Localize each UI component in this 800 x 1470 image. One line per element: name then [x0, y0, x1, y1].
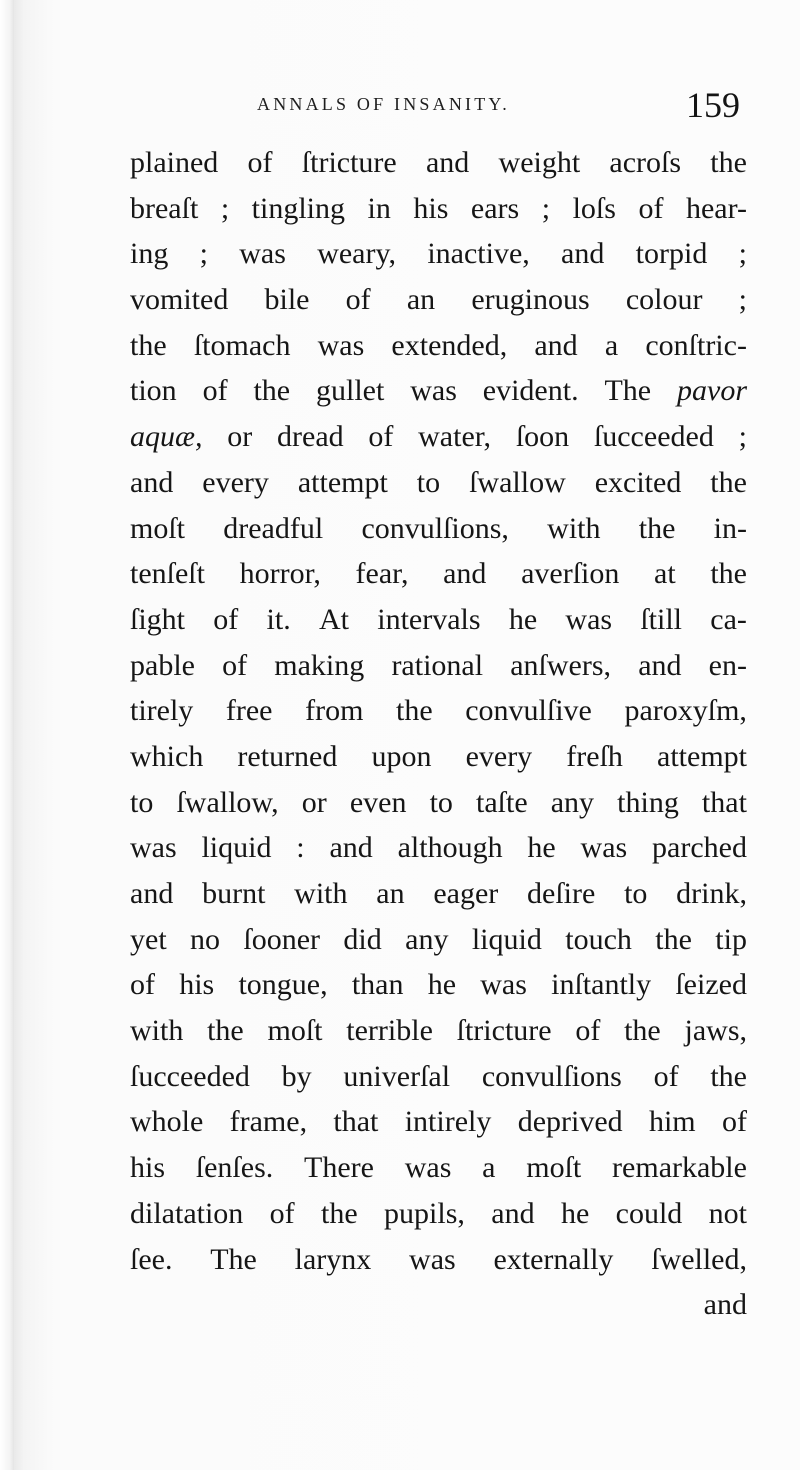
- word: inſtantly: [551, 968, 652, 1002]
- word: frame,: [229, 1105, 308, 1139]
- text-line: [130, 506, 747, 552]
- word: dread: [277, 420, 344, 454]
- word: water,: [418, 420, 492, 454]
- word: was: [130, 831, 177, 865]
- word: him: [648, 1105, 696, 1139]
- word: whole: [130, 1105, 204, 1139]
- word: of: [721, 1105, 747, 1139]
- word: or: [227, 420, 253, 454]
- word: ſeized: [675, 968, 747, 1002]
- word: ſee.: [130, 1242, 173, 1276]
- word: free: [225, 694, 273, 728]
- word: any: [405, 922, 449, 956]
- word: the: [321, 1196, 358, 1230]
- text-line: [130, 643, 747, 689]
- word: no: [190, 922, 221, 956]
- text-line: [130, 1099, 747, 1145]
- word: moſt: [267, 1014, 323, 1048]
- page-edge: [0, 0, 14, 1470]
- text-line: [130, 186, 747, 232]
- word: conſtric-: [645, 328, 747, 362]
- word: and: [491, 1196, 535, 1230]
- word: anſwers,: [510, 648, 612, 682]
- word: intervals: [377, 602, 481, 636]
- word: inactive,: [427, 237, 530, 271]
- word: The: [210, 1242, 257, 1276]
- word: his: [130, 1151, 166, 1185]
- word: ſtill: [640, 602, 683, 636]
- word: to: [429, 785, 453, 819]
- word: and: [638, 648, 682, 682]
- word: the: [130, 328, 167, 362]
- text-line: [130, 825, 747, 871]
- word: jaws,: [684, 1014, 747, 1048]
- word: of: [575, 1014, 601, 1048]
- word: en-: [708, 648, 747, 682]
- word: making: [274, 648, 365, 682]
- word: of: [213, 602, 239, 636]
- word: with: [547, 511, 601, 545]
- word: from: [305, 694, 364, 728]
- word: that: [333, 1105, 379, 1139]
- word: he: [508, 602, 538, 636]
- word: by: [281, 1059, 312, 1093]
- word: tingling: [251, 191, 346, 225]
- word: horror,: [239, 557, 321, 591]
- word: thing: [617, 785, 679, 819]
- running-title: ANNALS OF INSANITY.: [257, 94, 510, 114]
- catchword: and: [703, 1288, 747, 1322]
- text-line: [130, 597, 747, 643]
- word: an: [406, 283, 436, 317]
- word: :: [296, 831, 305, 865]
- word: liquid: [471, 922, 542, 956]
- word: the: [253, 374, 291, 408]
- word: ſucceeded: [593, 420, 714, 454]
- word: aquæ,: [130, 420, 203, 454]
- word: ;: [199, 237, 208, 271]
- word: not: [708, 1196, 747, 1230]
- word: plained: [130, 146, 219, 179]
- word: convulſions: [481, 1059, 622, 1093]
- word: ſtricture: [301, 146, 397, 179]
- word: and: [130, 465, 174, 499]
- word: ſight: [130, 602, 186, 636]
- text-line: [130, 460, 747, 506]
- text-line: [130, 734, 747, 780]
- word: he: [427, 968, 457, 1002]
- word: of: [247, 146, 273, 179]
- word: a: [604, 328, 619, 362]
- word: was: [409, 1242, 456, 1276]
- word: and: [443, 557, 487, 591]
- word: burnt: [202, 877, 266, 910]
- word: to: [416, 465, 441, 499]
- word: touch: [565, 922, 632, 956]
- word: acroſs: [609, 146, 682, 179]
- word: convulſive: [465, 694, 592, 728]
- word: the: [638, 511, 676, 545]
- text-line: [130, 368, 747, 414]
- word: ears: [470, 191, 520, 225]
- word: and: [130, 877, 174, 910]
- word: moſt: [130, 511, 186, 545]
- word: in-: [713, 511, 747, 545]
- word: ing: [130, 237, 169, 271]
- word: tion: [130, 374, 177, 408]
- word: with: [130, 1014, 184, 1048]
- word: the: [655, 922, 692, 956]
- word: was: [410, 374, 457, 408]
- word: deſire: [527, 877, 596, 910]
- word: tenſeſt: [130, 557, 205, 591]
- word: at: [654, 557, 676, 591]
- word: which: [130, 739, 204, 773]
- word: even: [349, 785, 407, 819]
- word: tongue,: [238, 968, 328, 1002]
- word: than: [351, 968, 404, 1002]
- word: his: [413, 191, 449, 225]
- word: convulſions,: [361, 511, 509, 545]
- word: attempt: [297, 465, 388, 499]
- running-header: [0, 84, 800, 128]
- word: There: [304, 1151, 374, 1185]
- word: gullet: [316, 374, 385, 408]
- word: ſucceeded: [130, 1059, 250, 1093]
- word: eruginous: [471, 283, 590, 317]
- body-text: [130, 140, 747, 1328]
- word: was: [404, 1151, 452, 1185]
- word: ſwelled,: [651, 1242, 747, 1276]
- word: tirely: [130, 694, 194, 728]
- word: the: [624, 1014, 661, 1048]
- word: did: [343, 922, 382, 956]
- word: paroxyſm,: [624, 694, 747, 728]
- word: ſoon: [515, 420, 570, 454]
- word: freſh: [566, 739, 623, 773]
- word: the: [710, 557, 747, 591]
- word: averſion: [521, 557, 620, 591]
- word: of: [368, 420, 394, 454]
- word: dreadful: [223, 511, 324, 545]
- word: of: [638, 191, 664, 225]
- word: breaſt: [130, 191, 199, 225]
- word: of: [345, 283, 371, 317]
- word: excited: [594, 465, 682, 499]
- word: externally: [493, 1242, 614, 1276]
- text-line: [130, 414, 747, 460]
- word: of: [269, 1196, 295, 1230]
- word: of: [130, 968, 155, 1002]
- text-line: [130, 551, 747, 597]
- word: the: [710, 465, 747, 499]
- word: The: [604, 374, 652, 408]
- word: of: [222, 648, 248, 682]
- word: fear,: [355, 557, 409, 591]
- word: terrible: [346, 1014, 433, 1048]
- word: the: [396, 694, 433, 728]
- word: to: [624, 877, 648, 910]
- word: that: [701, 785, 747, 819]
- word: was: [317, 328, 365, 362]
- word: of: [202, 374, 228, 408]
- word: the: [710, 146, 747, 179]
- word: and: [329, 831, 373, 865]
- word: evident.: [482, 374, 579, 408]
- word: returned: [237, 739, 338, 773]
- word: it.: [266, 602, 291, 636]
- word: upon: [371, 739, 432, 773]
- word: with: [294, 877, 348, 910]
- word: tip: [715, 922, 747, 956]
- word: pupils,: [384, 1196, 465, 1230]
- word: extended,: [391, 328, 508, 362]
- word: ca-: [710, 602, 747, 636]
- word: ſenſes.: [195, 1151, 274, 1185]
- word: was: [565, 602, 613, 636]
- word: deprived: [517, 1105, 623, 1139]
- word: attempt: [657, 739, 747, 773]
- word: pavor: [677, 374, 747, 408]
- word: every: [465, 739, 533, 773]
- word: ſooner: [243, 922, 321, 956]
- word: ſtricture: [456, 1014, 552, 1048]
- word: drink,: [676, 877, 747, 910]
- word: taſte: [476, 785, 528, 819]
- word: in: [367, 191, 391, 225]
- word: could: [615, 1196, 683, 1230]
- word: his: [179, 968, 215, 1002]
- text-line: [130, 1054, 747, 1100]
- word: ;: [738, 420, 747, 454]
- word: weary,: [317, 237, 397, 271]
- word: was: [580, 831, 628, 865]
- word: dilatation: [130, 1196, 244, 1230]
- word: although: [397, 831, 503, 865]
- word: weight: [498, 146, 581, 179]
- word: an: [376, 877, 405, 910]
- word: loſs: [572, 191, 616, 225]
- word: and: [534, 328, 578, 362]
- word: ;: [738, 237, 747, 271]
- word: eager: [433, 877, 499, 910]
- word: hear-: [685, 191, 747, 225]
- word: to: [130, 785, 154, 819]
- text-line: [130, 688, 747, 734]
- page-number: 159: [686, 85, 740, 125]
- text-line: [130, 231, 747, 277]
- word: any: [550, 785, 595, 819]
- word: ;: [220, 191, 230, 225]
- text-line: [130, 871, 747, 917]
- text-line: [130, 277, 747, 323]
- word: ;: [541, 191, 551, 225]
- word: a: [482, 1151, 496, 1185]
- text-line: [130, 917, 747, 963]
- word: the: [207, 1014, 244, 1048]
- word: was: [480, 968, 527, 1002]
- word: parched: [652, 831, 747, 865]
- text-line: [130, 780, 747, 826]
- word: rational: [391, 648, 484, 682]
- word: remarkable: [612, 1151, 747, 1185]
- word: intirely: [404, 1105, 492, 1139]
- word: liquid: [201, 831, 272, 865]
- text-line: [130, 323, 747, 369]
- word: ſtomach: [193, 328, 291, 362]
- word: torpid: [635, 237, 708, 271]
- word: yet: [130, 922, 167, 956]
- word: ;: [738, 283, 747, 317]
- word: every: [202, 465, 269, 499]
- text-line: [130, 1145, 747, 1191]
- text-line: [130, 140, 747, 186]
- word: or: [301, 785, 327, 819]
- word: colour: [625, 283, 703, 317]
- word: At: [318, 602, 349, 636]
- word: he: [527, 831, 556, 865]
- word: vomited: [130, 283, 229, 317]
- word: the: [710, 1059, 747, 1093]
- word: ſwallow: [469, 465, 566, 499]
- text-line: [130, 962, 747, 1008]
- word: univerſal: [343, 1059, 451, 1093]
- word: bile: [264, 283, 310, 317]
- word: he: [560, 1196, 590, 1230]
- word: of: [653, 1059, 679, 1093]
- text-line: [130, 1191, 747, 1237]
- word: moſt: [526, 1151, 582, 1185]
- word: was: [239, 237, 286, 271]
- word: pable: [130, 648, 195, 682]
- word: larynx: [294, 1242, 372, 1276]
- text-line: [130, 1237, 747, 1283]
- word: ſwallow,: [176, 785, 279, 819]
- text-line: [130, 1008, 747, 1054]
- word: and: [561, 237, 605, 271]
- word: and: [425, 146, 470, 179]
